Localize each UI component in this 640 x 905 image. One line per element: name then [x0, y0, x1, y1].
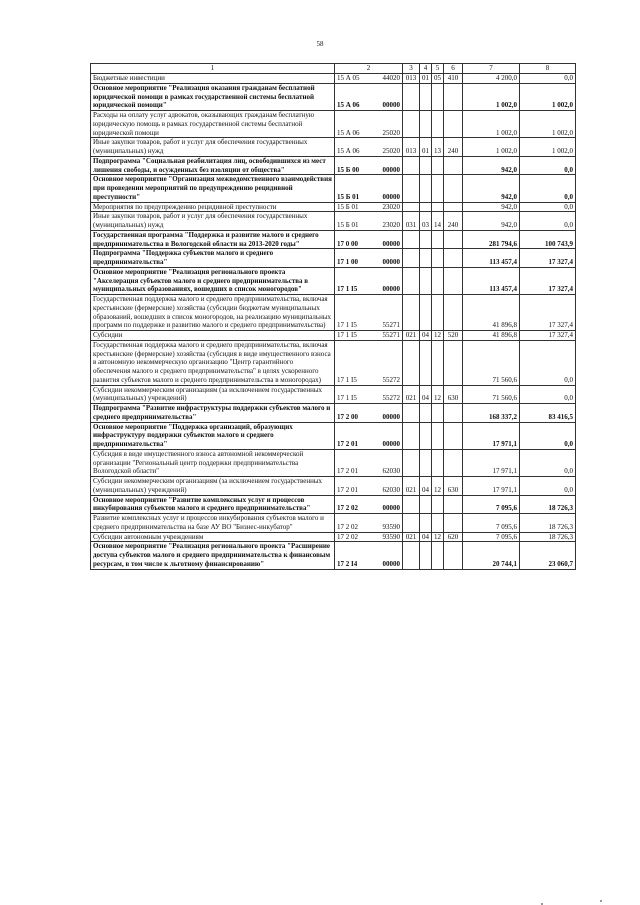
row-target-code-prefix: 17 1 I5	[337, 375, 357, 384]
row-amount-col8: 1 002,0	[520, 111, 576, 138]
row-expense-type: 620	[444, 532, 463, 542]
table-row	[91, 385, 576, 404]
header-cell: 1	[91, 64, 335, 74]
budget-table	[90, 63, 576, 570]
row-ministry-code: 031	[403, 212, 420, 231]
header-cell: 2	[335, 64, 403, 74]
row-amount-col7: 281 794,6	[463, 230, 520, 249]
row-amount-col7: 942,0	[463, 202, 520, 212]
row-ministry-code	[403, 542, 420, 569]
row-expense-type	[444, 202, 463, 212]
table-row	[91, 138, 576, 157]
row-expense-type: 630	[444, 477, 463, 496]
row-amount-col8: 0,0	[520, 156, 576, 175]
row-subsection-code: 05	[432, 74, 444, 84]
row-amount-col7: 4 200,0	[463, 74, 520, 84]
row-amount-col7: 113 457,4	[463, 267, 520, 294]
row-target-code	[335, 404, 403, 423]
header-cell: 6	[444, 64, 463, 74]
row-name: Основное мероприятие "Реализация оказания гражданам бесплатной юридической помощи в рамках государственной системы бесплатной юридической помощи"	[91, 83, 335, 110]
row-target-code-suffix: 00000	[382, 239, 400, 248]
row-amount-col7: 20 744,1	[463, 542, 520, 569]
row-target-code	[335, 477, 403, 496]
row-amount-col7: 168 337,2	[463, 404, 520, 423]
row-section-code	[420, 404, 432, 423]
row-ministry-code	[403, 249, 420, 268]
row-ministry-code	[403, 340, 420, 385]
row-target-code-suffix: 25020	[382, 128, 400, 137]
scan-speck	[600, 900, 602, 902]
row-target-code-prefix: 17 1 00	[337, 258, 358, 266]
row-name: Основное мероприятие "Реализация регионального проекта "Акселерация субъектов малого и среднего предпринимательства в муниципальных образованиях, вошедших в список моногородов"	[91, 267, 335, 294]
row-name: Государственная поддержка малого и среднего предпринимательства, включая крестьянские (фермерские) хозяйства (субсидии бюджетам муниципальных образований, вошедших в список моногородов, на реализацию муниципальных программ по поддержке и развитию малого и среднего предпринимательства)	[91, 295, 335, 331]
row-expense-type	[444, 422, 463, 449]
table-row	[91, 449, 576, 476]
row-target-code-suffix: 55271	[382, 331, 400, 339]
row-name: Иные закупки товаров, работ и услуг для обеспечения государственных (муниципальных) нужд	[91, 212, 335, 231]
row-ministry-code	[403, 175, 420, 202]
row-amount-col7: 942,0	[463, 212, 520, 231]
row-subsection-code	[432, 422, 444, 449]
row-target-code-prefix: 17 1 I5	[337, 394, 357, 403]
header-cell: 4	[420, 64, 432, 74]
row-target-code	[335, 138, 403, 157]
row-target-code	[335, 111, 403, 138]
row-expense-type: 240	[444, 138, 463, 157]
row-subsection-code	[432, 83, 444, 110]
row-amount-col8: 0,0	[520, 422, 576, 449]
row-ministry-code: 021	[403, 477, 420, 496]
row-section-code	[420, 514, 432, 533]
row-name: Основное мероприятие "Развитие комплексных услуг и процессов инкубирования субъектов малого и среднего предпринимательства"	[91, 495, 335, 514]
row-target-code-prefix: 15 Б 01	[337, 221, 359, 229]
row-section-code	[420, 175, 432, 202]
row-amount-col8: 17 327,4	[520, 295, 576, 331]
row-target-code-suffix: 00000	[382, 504, 400, 513]
row-name: Субсидии некоммерческим организациям (за исключением государственных (муниципальных) учреждений)	[91, 477, 335, 496]
row-section-code	[420, 83, 432, 110]
row-subsection-code	[432, 449, 444, 476]
row-amount-col8: 18 726,3	[520, 495, 576, 514]
row-target-code-suffix: 55272	[382, 394, 400, 403]
row-target-code-prefix: 17 1 I5	[337, 321, 357, 330]
row-section-code	[420, 156, 432, 175]
row-subsection-code: 14	[432, 212, 444, 231]
row-subsection-code: 12	[432, 331, 444, 341]
row-name: Основное мероприятие "Реализация регионального проекта "Расширение доступа субъектов малого и среднего предпринимательства к финансовым ресурсам, в том числе к льготному финансированию"	[91, 542, 335, 569]
row-ministry-code: 021	[403, 331, 420, 341]
row-name: Основное мероприятие "Организация межведомственного взаимодействия при проведении мероприятий по предупреждению рецидивной преступности"	[91, 175, 335, 202]
row-expense-type	[444, 542, 463, 569]
row-subsection-code	[432, 156, 444, 175]
row-target-code-prefix: 15 А 06	[337, 101, 360, 110]
row-amount-col8: 0,0	[520, 449, 576, 476]
table-row	[91, 156, 576, 175]
row-target-code-suffix: 00000	[382, 440, 400, 448]
row-expense-type: 630	[444, 385, 463, 404]
row-ministry-code: 021	[403, 385, 420, 404]
row-amount-col7: 1 002,0	[463, 83, 520, 110]
row-subsection-code	[432, 249, 444, 268]
row-target-code	[335, 295, 403, 331]
row-target-code-suffix: 00000	[382, 101, 400, 110]
table-row	[91, 295, 576, 331]
row-ministry-code	[403, 495, 420, 514]
row-target-code-prefix: 17 1 I5	[337, 285, 358, 294]
row-name: Государственная программа "Поддержка и развитие малого и среднего предпринимательства в Вологодской области на 2013-2020 годы"	[91, 230, 335, 249]
row-section-code: 04	[420, 477, 432, 496]
row-subsection-code	[432, 542, 444, 569]
row-subsection-code: 13	[432, 138, 444, 157]
row-section-code: 01	[420, 138, 432, 157]
row-target-code	[335, 495, 403, 514]
row-amount-col8: 0,0	[520, 385, 576, 404]
row-target-code-suffix: 62030	[382, 467, 400, 476]
row-amount-col8: 17 327,4	[520, 267, 576, 294]
row-target-code-suffix: 44020	[382, 74, 400, 82]
row-target-code	[335, 449, 403, 476]
row-target-code-prefix: 17 2 02	[337, 522, 358, 531]
row-expense-type	[444, 495, 463, 514]
row-name: Субсидии	[91, 331, 335, 341]
row-target-code	[335, 340, 403, 385]
row-target-code-prefix: 15 А 06	[337, 147, 360, 155]
row-amount-col8: 0,0	[520, 175, 576, 202]
row-subsection-code	[432, 340, 444, 385]
row-ministry-code	[403, 111, 420, 138]
row-target-code	[335, 422, 403, 449]
row-section-code	[420, 340, 432, 385]
table-row	[91, 212, 576, 231]
row-subsection-code: 12	[432, 385, 444, 404]
row-amount-col7: 7 095,6	[463, 532, 520, 542]
row-target-code-prefix: 17 2 I4	[337, 559, 358, 568]
row-amount-col7: 7 095,6	[463, 495, 520, 514]
row-target-code-prefix: 17 2 02	[337, 532, 358, 541]
row-amount-col7: 17 971,1	[463, 422, 520, 449]
row-amount-col7: 1 002,0	[463, 111, 520, 138]
row-target-code-prefix: 15 Б 01	[337, 192, 360, 201]
row-expense-type	[444, 514, 463, 533]
row-target-code-suffix: 00000	[382, 258, 400, 266]
row-section-code	[420, 449, 432, 476]
row-subsection-code	[432, 495, 444, 514]
table-row	[91, 74, 576, 84]
row-target-code	[335, 267, 403, 294]
table-row	[91, 495, 576, 514]
row-subsection-code	[432, 111, 444, 138]
row-ministry-code	[403, 267, 420, 294]
table-row	[91, 249, 576, 268]
row-subsection-code	[432, 514, 444, 533]
row-target-code-prefix: 15 Б 00	[337, 165, 360, 174]
row-ministry-code	[403, 202, 420, 212]
row-amount-col8: 18 726,3	[520, 514, 576, 533]
row-expense-type	[444, 156, 463, 175]
row-expense-type	[444, 340, 463, 385]
row-target-code	[335, 212, 403, 231]
row-section-code	[420, 267, 432, 294]
row-section-code	[420, 202, 432, 212]
table-row	[91, 422, 576, 449]
row-expense-type	[444, 175, 463, 202]
row-subsection-code: 12	[432, 477, 444, 496]
row-ministry-code	[403, 404, 420, 423]
row-subsection-code: 12	[432, 532, 444, 542]
row-target-code	[335, 230, 403, 249]
row-section-code	[420, 295, 432, 331]
row-target-code	[335, 514, 403, 533]
row-name: Субсидии некоммерческим организациям (за исключением государственных (муниципальных) учреждений)	[91, 385, 335, 404]
row-section-code: 04	[420, 331, 432, 341]
row-target-code-prefix: 15 А 06	[337, 128, 360, 137]
row-target-code	[335, 175, 403, 202]
row-expense-type: 240	[444, 212, 463, 231]
row-ministry-code	[403, 422, 420, 449]
row-amount-col8: 1 002,0	[520, 138, 576, 157]
row-amount-col8: 17 327,4	[520, 331, 576, 341]
row-name: Бюджетные инвестиции	[91, 74, 335, 84]
row-target-code	[335, 74, 403, 84]
header-cell: 7	[463, 64, 520, 74]
row-name: Основное мероприятие "Поддержка организаций, образующих инфраструктуру поддержки субъектов малого и среднего предпринимательства"	[91, 422, 335, 449]
table-row	[91, 404, 576, 423]
row-section-code	[420, 542, 432, 569]
row-expense-type	[444, 230, 463, 249]
row-amount-col7: 942,0	[463, 175, 520, 202]
row-amount-col8: 0,0	[520, 340, 576, 385]
row-ministry-code	[403, 83, 420, 110]
row-target-code-suffix: 00000	[382, 559, 400, 568]
row-target-code-prefix: 17 2 00	[337, 412, 358, 421]
row-amount-col8: 0,0	[520, 202, 576, 212]
table-row	[91, 514, 576, 533]
row-amount-col8: 17 327,4	[520, 249, 576, 268]
table-row	[91, 83, 576, 110]
row-name: Развитие комплексных услуг и процессов инкубирования субъектов малого и среднего предпринимательства на базе АУ ВО "Бизнес-инкубатор"	[91, 514, 335, 533]
header-cell: 3	[403, 64, 420, 74]
row-section-code	[420, 495, 432, 514]
table-row	[91, 477, 576, 496]
row-amount-col7: 113 457,4	[463, 249, 520, 268]
row-subsection-code	[432, 175, 444, 202]
row-amount-col8: 0,0	[520, 477, 576, 496]
row-name: Подпрограмма "Поддержка субъектов малого и среднего предпринимательства"	[91, 249, 335, 268]
row-ministry-code: 013	[403, 74, 420, 84]
row-amount-col8: 100 743,9	[520, 230, 576, 249]
row-expense-type	[444, 249, 463, 268]
row-amount-col8: 1 002,0	[520, 83, 576, 110]
row-target-code	[335, 249, 403, 268]
table-row	[91, 532, 576, 542]
row-subsection-code	[432, 202, 444, 212]
row-amount-col8: 0,0	[520, 212, 576, 231]
row-ministry-code	[403, 156, 420, 175]
row-section-code	[420, 249, 432, 268]
table-row	[91, 111, 576, 138]
row-expense-type	[444, 449, 463, 476]
row-name: Мероприятия по предупреждению рецидивной преступности	[91, 202, 335, 212]
row-section-code	[420, 230, 432, 249]
row-target-code-prefix: 17 2 02	[337, 504, 358, 513]
row-name: Подпрограмма "Социальная реабилитация лиц, освободившихся из мест лишения свободы, и осужденных без изоляции от общества"	[91, 156, 335, 175]
row-amount-col7: 71 560,6	[463, 385, 520, 404]
row-target-code-suffix: 93590	[382, 532, 400, 541]
row-name: Подпрограмма "Развитие инфраструктуры поддержки субъектов малого и среднего предпринимательства"	[91, 404, 335, 423]
row-amount-col7: 41 896,8	[463, 295, 520, 331]
table-row	[91, 230, 576, 249]
row-ministry-code	[403, 295, 420, 331]
row-amount-col8: 23 060,7	[520, 542, 576, 569]
table-row	[91, 267, 576, 294]
row-ministry-code: 013	[403, 138, 420, 157]
row-target-code	[335, 156, 403, 175]
row-name: Субсидия в виде имущественного взноса автономной некоммерческой организации "Региональный центр поддержки предпринимательства Вологодской области"	[91, 449, 335, 476]
row-subsection-code	[432, 404, 444, 423]
row-amount-col7: 942,0	[463, 156, 520, 175]
row-section-code	[420, 422, 432, 449]
row-target-code-suffix: 93590	[382, 522, 400, 531]
table-row	[91, 542, 576, 569]
header-cell: 5	[432, 64, 444, 74]
row-target-code	[335, 83, 403, 110]
row-target-code-prefix: 17 2 01	[337, 467, 358, 476]
row-name: Иные закупки товаров, работ и услуг для обеспечения государственных (муниципальных) нужд	[91, 138, 335, 157]
row-amount-col8: 0,0	[520, 74, 576, 84]
row-amount-col8: 83 416,5	[520, 404, 576, 423]
table-row	[91, 331, 576, 341]
row-ministry-code: 021	[403, 532, 420, 542]
row-target-code-suffix: 62030	[382, 485, 400, 494]
row-target-code-suffix: 00000	[382, 412, 400, 421]
table-row	[91, 340, 576, 385]
row-amount-col8: 18 726,3	[520, 532, 576, 542]
row-subsection-code	[432, 295, 444, 331]
row-section-code: 04	[420, 385, 432, 404]
row-expense-type	[444, 111, 463, 138]
row-target-code-suffix: 55271	[382, 321, 400, 330]
row-target-code	[335, 331, 403, 341]
row-subsection-code	[432, 267, 444, 294]
row-expense-type: 410	[444, 74, 463, 84]
row-expense-type	[444, 295, 463, 331]
row-target-code	[335, 385, 403, 404]
row-ministry-code	[403, 514, 420, 533]
row-amount-col7: 41 896,8	[463, 331, 520, 341]
row-expense-type	[444, 404, 463, 423]
row-section-code: 01	[420, 74, 432, 84]
row-expense-type	[444, 267, 463, 294]
header-row	[91, 64, 576, 74]
row-subsection-code	[432, 230, 444, 249]
row-ministry-code	[403, 230, 420, 249]
page-number: 58	[316, 40, 324, 48]
row-target-code-suffix: 23020	[382, 221, 400, 229]
row-target-code-prefix: 17 1 I5	[337, 331, 357, 339]
table-row	[91, 175, 576, 202]
row-target-code-prefix: 15 Б 01	[337, 202, 359, 211]
row-target-code-suffix: 00000	[382, 165, 400, 174]
row-target-code-suffix: 00000	[382, 192, 400, 201]
row-target-code-prefix: 17 2 01	[337, 485, 358, 494]
row-amount-col7: 17 971,1	[463, 449, 520, 476]
row-section-code	[420, 111, 432, 138]
row-name: Расходы на оплату услуг адвокатов, оказывающих гражданам бесплатную юридическую помощь в рамках государственной системы бесплатной юридической помощи	[91, 111, 335, 138]
row-expense-type	[444, 83, 463, 110]
row-target-code-suffix: 00000	[382, 285, 400, 294]
header-cell: 8	[520, 64, 576, 74]
row-section-code: 03	[420, 212, 432, 231]
row-name: Субсидии автономным учреждениям	[91, 532, 335, 542]
row-target-code-suffix: 55272	[382, 375, 400, 384]
row-target-code	[335, 202, 403, 212]
row-target-code-prefix: 15 А 05	[337, 74, 360, 82]
row-ministry-code	[403, 449, 420, 476]
row-name: Государственная поддержка малого и среднего предпринимательства, включая крестьянские (фермерские) хозяйства (субсидия в виде имущественного взноса в автономную некоммерческую организацию "Центр гарантийного обеспечения малого и среднего предпринимательства" в целях ускоренного развития субъектов малого и среднего предпринимательства в моногородах)	[91, 340, 335, 385]
row-expense-type: 520	[444, 331, 463, 341]
row-target-code-prefix: 17 0 00	[337, 239, 358, 248]
row-section-code: 04	[420, 532, 432, 542]
row-target-code-suffix: 25020	[382, 147, 400, 155]
row-amount-col7: 7 095,6	[463, 514, 520, 533]
row-target-code	[335, 532, 403, 542]
row-amount-col7: 17 971,1	[463, 477, 520, 496]
row-amount-col7: 1 002,0	[463, 138, 520, 157]
row-target-code-suffix: 23020	[382, 202, 400, 211]
row-amount-col7: 71 560,6	[463, 340, 520, 385]
table-row	[91, 202, 576, 212]
row-target-code-prefix: 17 2 01	[337, 440, 358, 448]
row-target-code	[335, 542, 403, 569]
